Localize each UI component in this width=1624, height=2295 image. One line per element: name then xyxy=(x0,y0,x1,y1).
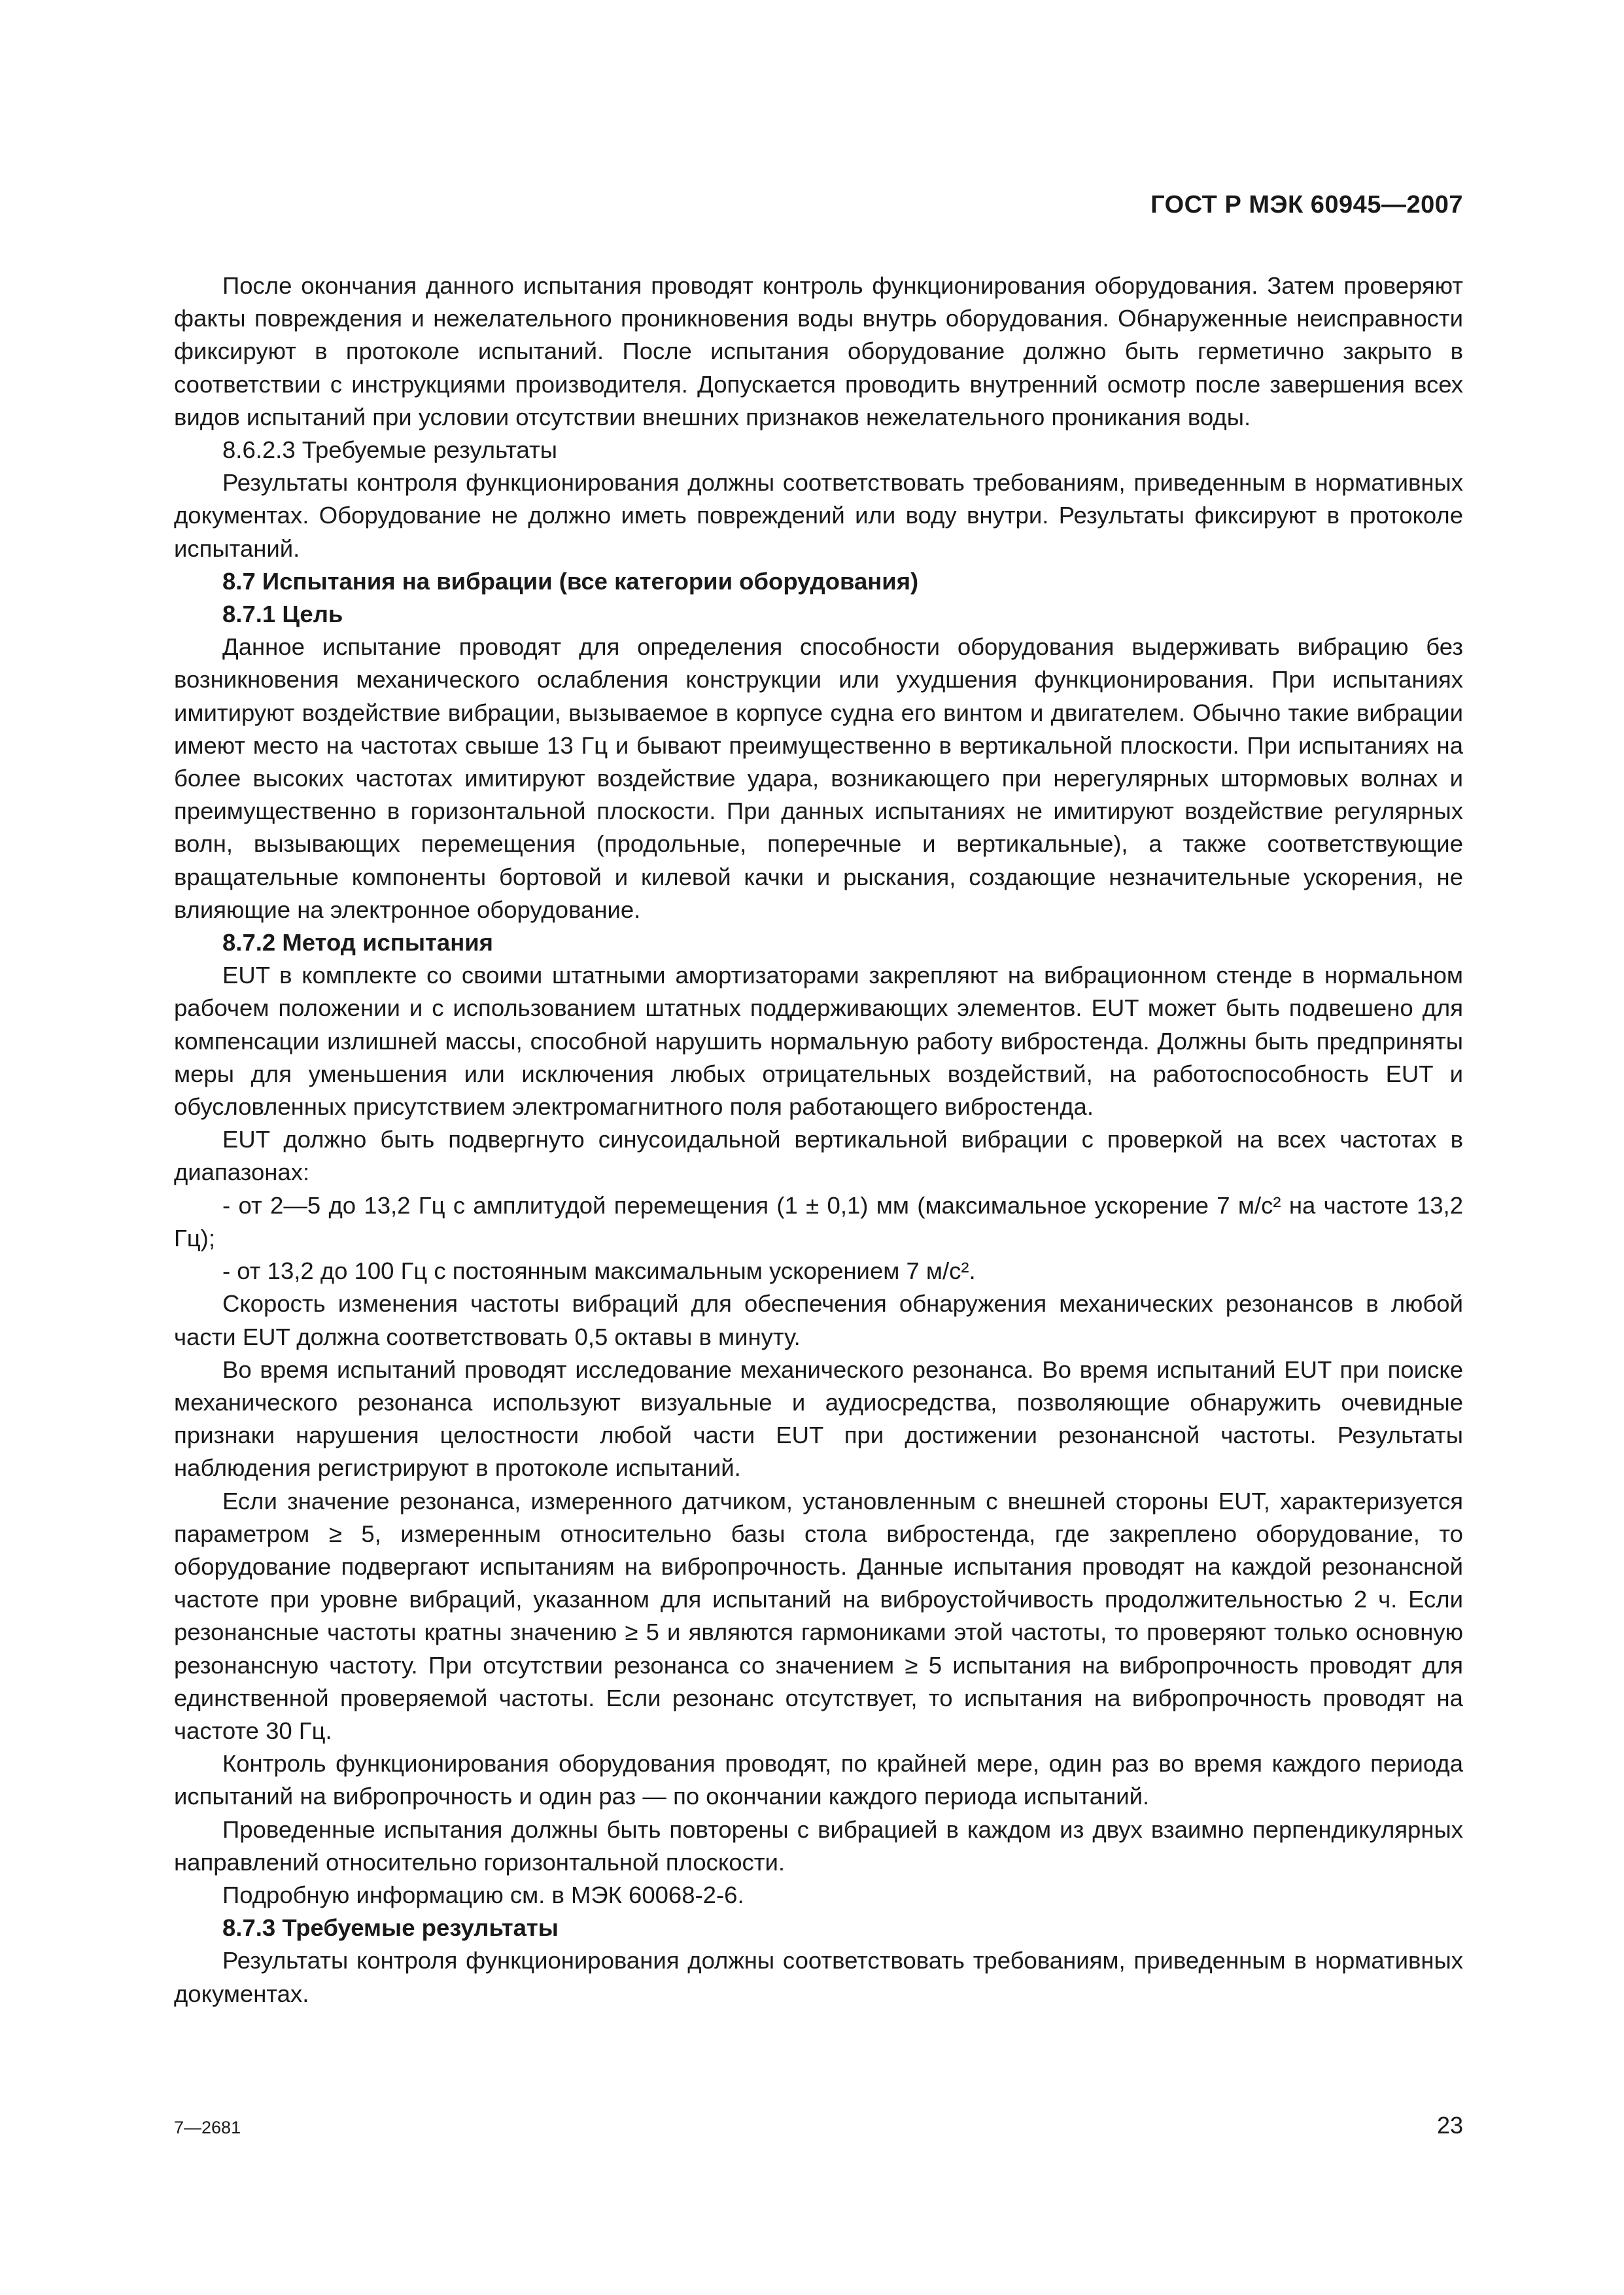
paragraph: Результаты контроля функционирования должны соответствовать требованиям, приведенным в нормативных документах. Оборудование не должно иметь повреждений или воду внутри. Результаты фиксируют в протоколе испытаний. xyxy=(174,469,1463,562)
paragraph: Подробную информацию см. в МЭК 60068-2-6. xyxy=(222,1881,744,1908)
subsection-heading: 8.7.1 Цель xyxy=(222,601,343,628)
paragraph: Если значение резонанса, измеренного датчиком, установленным с внешней стороны EUT, характеризуется параметром ≥ 5, измеренным относительно базы стола вибростенда, где закреплено оборудование, то оборудование подвергают испытаниям на вибропрочность. Данные испытания проводят на каждой резонансной частоте при уровне вибраций, указанном для испытаний на виброустойчивость продолжительностью 2 ч. Если резонансные частоты кратны значению ≥ 5 и являются гармониками этой частоты, то проверяют только основную резонансную частоту. При отсутствии резонанса со значением ≥ 5 испытания на вибропрочность проводят для единственной проверяемой частоты. Если резонанс отсутствует, то испытания на вибропрочность проводят на частоте 30 Гц. xyxy=(174,1487,1463,1744)
paragraph: EUT должно быть подвергнуто синусоидальной вертикальной вибрации с проверкой на всех частотах в диапазонах: xyxy=(174,1126,1463,1186)
sheet-code: 7—2681 xyxy=(174,2118,241,2137)
page-number: 23 xyxy=(1436,2112,1463,2139)
paragraph: Результаты контроля функционирования должны соответствовать требованиям, приведенным в нормативных документах. xyxy=(174,1947,1463,2007)
subsection-heading: 8.7.2 Метод испытания xyxy=(222,929,493,956)
list-item: - от 13,2 до 100 Гц с постоянным максимальным ускорением 7 м/с². xyxy=(222,1257,976,1285)
subsection-heading: 8.7.3 Требуемые результаты xyxy=(222,1914,559,1942)
paragraph: Во время испытаний проводят исследование механического резонанса. Во время испытаний EUT при поиске механического резонанса используют визуальные и аудиосредства, позволяющие обнаружить очевидные признаки нарушения целостности любой части EUT при достижении резонансной частоты. Результаты наблюдения регистрируют в протоколе испытаний. xyxy=(174,1356,1463,1482)
subsection-heading: 8.6.2.3 Требуемые результаты xyxy=(222,436,557,464)
paragraph: Данное испытание проводят для определения способности оборудования выдерживать вибрацию без возникновения механического ослабления конструкции или ухудшения функционирования. При испытаниях имитируют воздействие вибрации, вызываемое в корпусе судна его винтом и двигателем. Обычно такие вибрации имеют место на частотах свыше 13 Гц и бывают преимущественно в вертикальной плоскости. При испытаниях на более высоких частотах имитируют воздействие удара, возникающего при нерегулярных штормовых волнах и преимущественно в горизонтальной плоскости. При данных испытаниях не имитируют воздействие регулярных волн, вызывающих перемещения (продольные, поперечные и вертикальные), а также соответствующие вращательные компоненты бортовой и килевой качки и рыскания, создающие незначительные ускорения, не влияющие на электронное оборудование. xyxy=(174,633,1463,923)
document-body xyxy=(174,270,1463,2010)
paragraph: После окончания данного испытания проводят контроль функционирования оборудования. Затем проверяют факты повреждения и нежелательного проникновения воды внутрь оборудования. Обнаруженные неисправности фиксируют в протоколе испытаний. После испытания оборудование должно быть герметично закрыто в соответствии с инструкциями производителя. Допускается проводить внутренний осмотр после завершения всех видов испытаний при условии отсутствии внешних признаков нежелательного проникания воды. xyxy=(174,272,1463,430)
section-heading: 8.7 Испытания на вибрации (все категории оборудования) xyxy=(222,567,919,595)
paragraph: Проведенные испытания должны быть повторены с вибрацией в каждом из двух взаимно перпендикулярных направлений относительно горизонтальной плоскости. xyxy=(174,1815,1463,1876)
paragraph: Контроль функционирования оборудования проводят, по крайней мере, один раз во время каждого периода испытаний на вибропрочность и один раз — по окончании каждого периода испытаний. xyxy=(174,1750,1463,1810)
paragraph: EUT в комплекте со своими штатными амортизаторами закрепляют на вибрационном стенде в нормальном рабочем положении и с использованием штатных поддерживающих элементов. EUT может быть подвешено для компенсации излишней массы, способной нарушить нормальную работу вибростенда. Должны быть предприняты меры для уменьшения или исключения любых отрицательных воздействий, на работоспособность EUT и обусловленных присутствием электромагнитного поля работающего вибростенда. xyxy=(174,962,1463,1121)
document-code-header: ГОСТ Р МЭК 60945—2007 xyxy=(1150,191,1463,219)
paragraph: Скорость изменения частоты вибраций для обеспечения обнаружения механических резонансов в любой части EUT должна соответствовать 0,5 октавы в минуту. xyxy=(174,1290,1463,1350)
list-item: - от 2—5 до 13,2 Гц с амплитудой перемещения (1 ± 0,1) мм (максимальное ускорение 7 м/с² на частоте 13,2 Гц); xyxy=(174,1191,1463,1252)
